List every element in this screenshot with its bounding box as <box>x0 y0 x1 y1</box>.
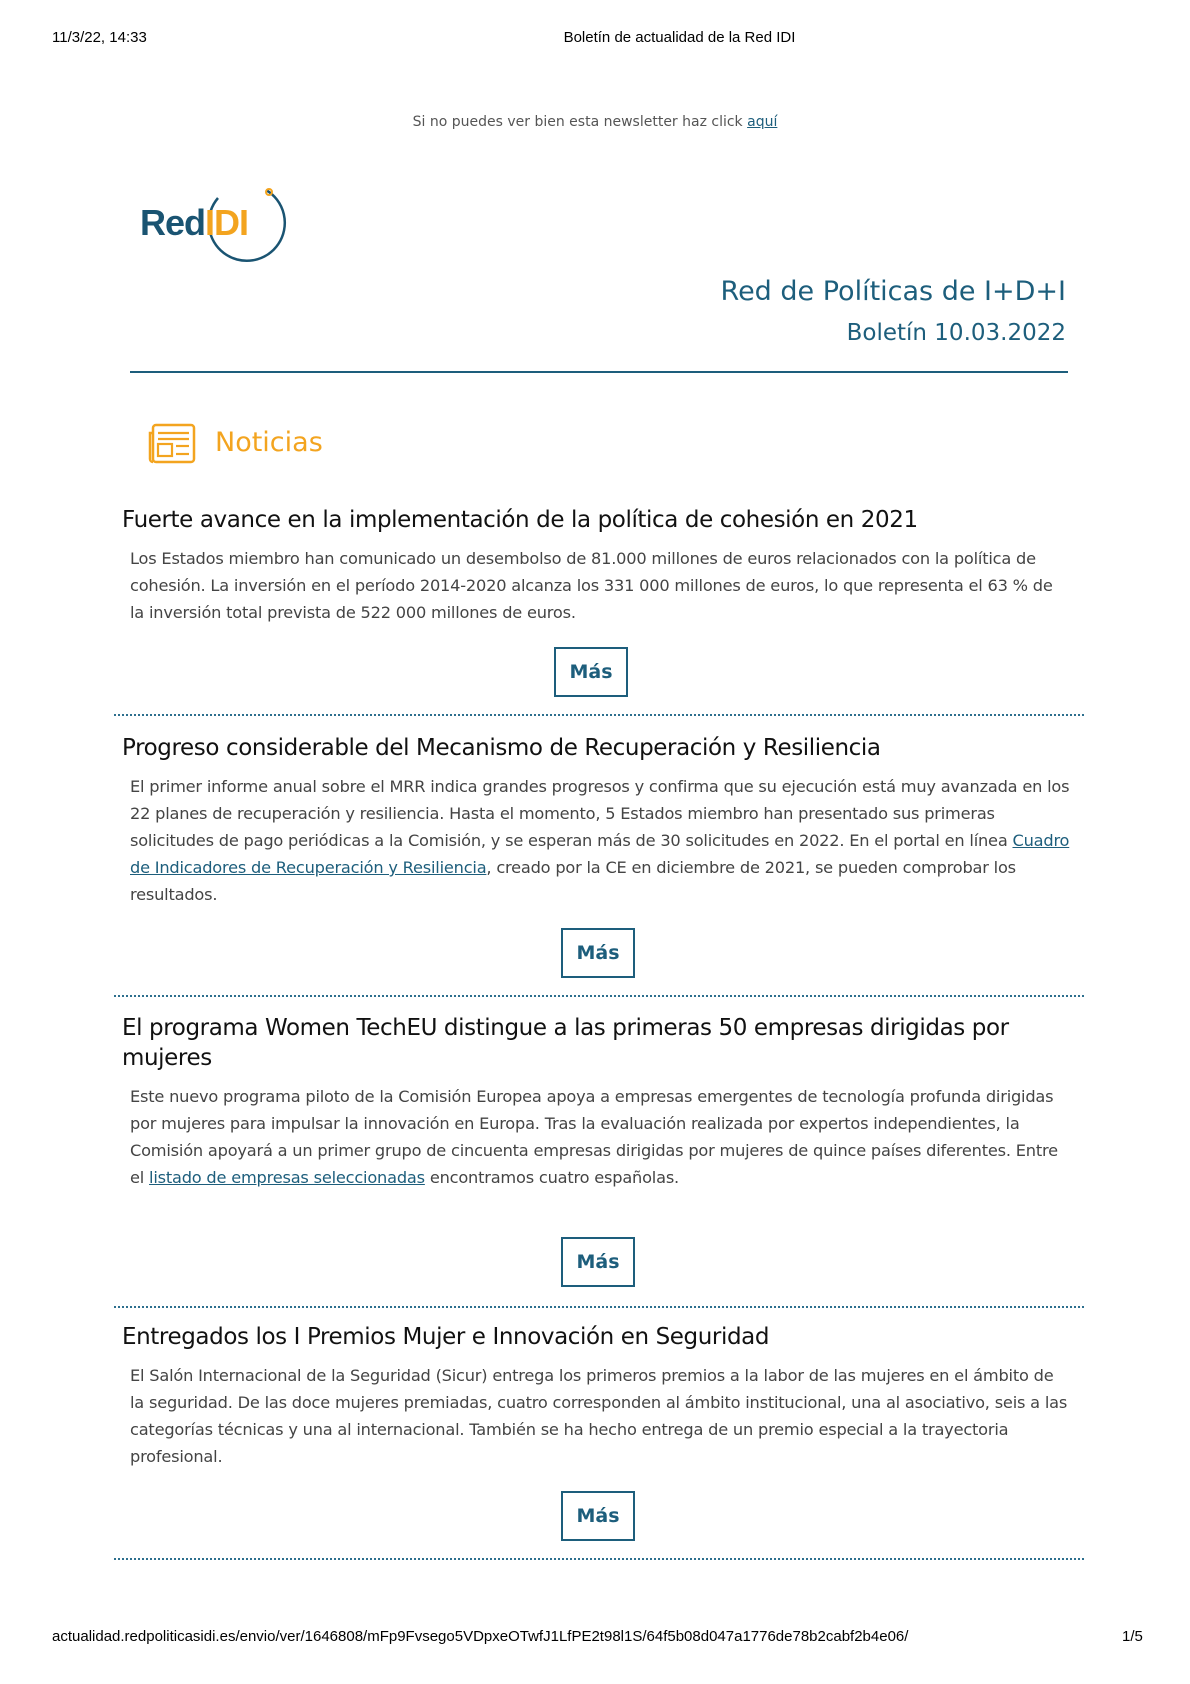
header-divider <box>130 371 1068 373</box>
article-title: Entregados los I Premios Mujer e Innovación en Seguridad <box>122 1324 770 1350</box>
more-button[interactable]: Más <box>561 1237 635 1287</box>
more-button[interactable]: Más <box>561 928 635 978</box>
article-divider <box>114 995 1084 997</box>
article-body: Este nuevo programa piloto de la Comisión Europea apoya a empresas emergentes de tecnología profunda dirigidas por mujeres para impulsar la innovación en Europa. Tras la evaluación realizada por expertos independientes, la Comisión apoyará a un primer grupo de cincuenta empresas dirigidas por mujeres de quince países diferentes. Entre el listado de empresas seleccionadas encontramos cuatro españolas. <box>130 1087 1058 1187</box>
article-title: Fuerte avance en la implementación de la política de cohesión en 2021 <box>122 507 918 533</box>
article-divider <box>114 1558 1084 1560</box>
article-body: El primer informe anual sobre el MRR indica grandes progresos y confirma que su ejecución está muy avanzada en los 22 planes de recuperación y resiliencia. Hasta el momento, 5 Estados miembro han presentado sus primeras solicitudes de pago periódicas a la Comisión, y se esperan más de 30 solicitudes en 2022. En el portal en línea Cuadro de Indicadores de Recuperación y Resiliencia, creado por la CE en diciembre de 2021, se pueden comprobar los resultados. <box>130 777 1070 904</box>
print-footer <box>0 1628 1190 1648</box>
news-article <box>114 733 1084 908</box>
article-title: El programa Women TechEU distingue a las primeras 50 empresas dirigidas por mujeres <box>122 1015 1009 1071</box>
preheader <box>0 114 1190 130</box>
section-label: Noticias <box>215 427 323 458</box>
print-datetime: 11/3/22, 14:33 <box>52 29 147 46</box>
news-article <box>114 1013 1084 1191</box>
recovery-scoreboard-link[interactable]: Cuadro de Indicadores de Recuperación y Resiliencia <box>130 831 1070 877</box>
article-divider <box>114 1306 1084 1308</box>
article-title: Progreso considerable del Mecanismo de Recuperación y Resiliencia <box>122 735 881 761</box>
article-body: El Salón Internacional de la Seguridad (Sicur) entrega los primeros premios a la labor de las mujeres en el ámbito de la seguridad. De las doce mujeres premiadas, cuatro corresponden al ámbito institucional, una al asociativo, seis a las categorías técnicas y una al internacional. También se ha hecho entrega de un premio especial a la trayectoria profesional. <box>130 1366 1068 1466</box>
more-button[interactable]: Más <box>554 647 628 697</box>
print-title: Boletín de actualidad de la Red IDI <box>563 29 796 46</box>
preheader-text: Si no puedes ver bien esta newsletter haz click <box>412 114 748 130</box>
newspaper-icon <box>147 423 197 465</box>
news-article <box>114 1322 1084 1470</box>
page-url: actualidad.redpoliticasidi.es/envio/ver/1646808/mFp9Fvsego5VDpxeOTwfJ1LfPE2t98l1S/64f5b08d047a1776de78b2cabf2b4e06/ <box>52 1628 909 1645</box>
view-online-link[interactable]: aquí <box>747 114 778 130</box>
page-number: 1/5 <box>1122 1628 1143 1645</box>
bulletin-date: Boletín 10.03.2022 <box>846 320 1066 346</box>
network-title: Red de Políticas de I+D+I <box>720 276 1066 307</box>
selected-companies-link[interactable]: listado de empresas seleccionadas <box>149 1168 425 1187</box>
more-button[interactable]: Más <box>561 1491 635 1541</box>
redidi-logo <box>138 182 293 264</box>
logo-wordmark: RedIDI <box>140 202 249 243</box>
article-divider <box>114 714 1084 716</box>
print-header <box>0 29 1190 49</box>
news-article <box>114 505 1084 626</box>
article-body: Los Estados miembro han comunicado un desembolso de 81.000 millones de euros relacionados con la política de cohesión. La inversión en el período 2014-2020 alcanza los 331 000 millones de euros, lo que representa el 63 % de la inversión total prevista de 522 000 millones de euros. <box>130 549 1053 622</box>
